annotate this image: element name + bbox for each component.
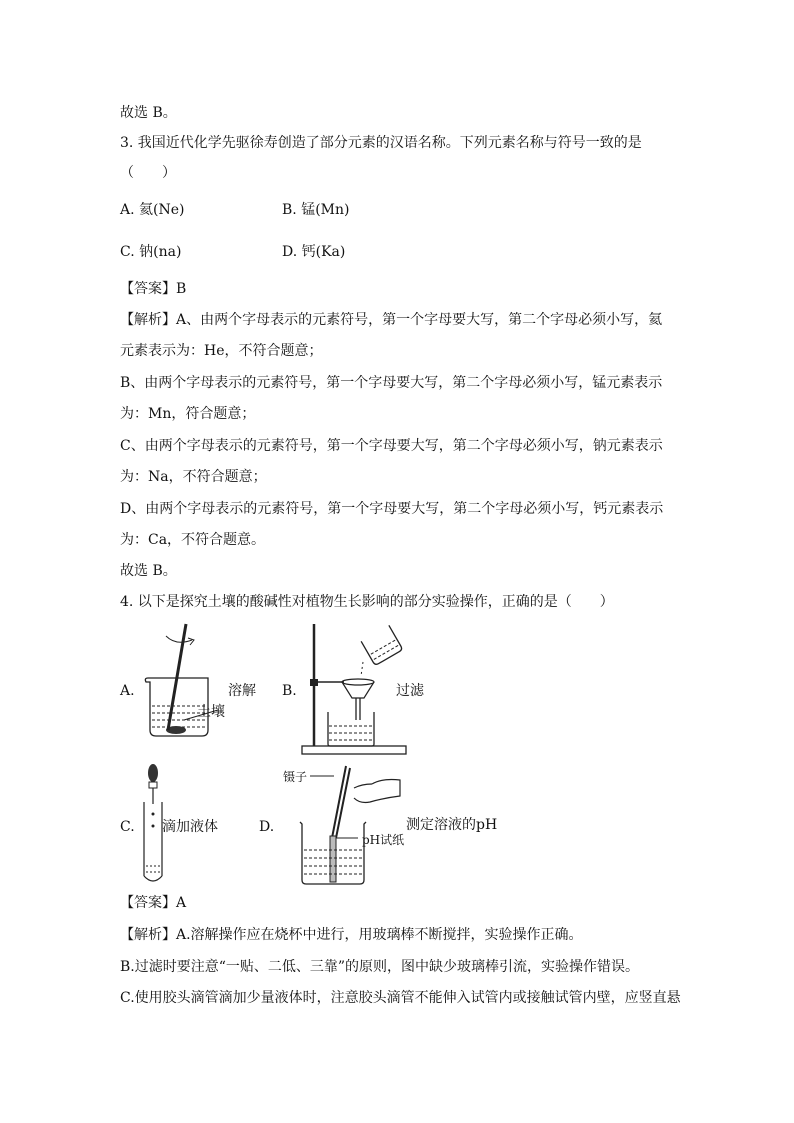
figure-c-caption: 滴加液体: [162, 819, 218, 835]
figure-c-letter: C.: [120, 819, 135, 835]
analysis-4-line: B.过滤时要注意“一贴、二低、三靠”的原则，图中缺少玻璃棒引流，实验操作错误。: [120, 959, 640, 975]
question-3-blank: （ ）: [120, 165, 176, 181]
question-4-stem: 4. 以下是探究土壤的酸碱性对植物生长影响的部分实验操作，正确的是（ ）: [120, 594, 614, 610]
option-b: B. 锰(Mn): [282, 202, 350, 218]
ph-test-figure: [296, 762, 406, 886]
figure-d-letter: D.: [259, 819, 275, 835]
analysis-3-line: 元素表示为：He，不符合题意；: [120, 343, 323, 359]
analysis-3-line: C、由两个字母表示的元素符号，第一个字母要大写，第二个字母必须小写，钠元素表示: [120, 438, 663, 454]
figure-a-caption: 溶解: [228, 683, 256, 699]
figure-a-label-soil: 土壤: [197, 704, 225, 720]
figure-d-caption: 测定溶液的pH: [406, 817, 498, 833]
analysis-3-line: 为：Mn，符合题意；: [120, 406, 256, 422]
figure-a-letter: A.: [120, 683, 135, 699]
analysis-3-line: B、由两个字母表示的元素符号，第一个字母要大写，第二个字母必须小写，锰元素表示: [120, 375, 663, 391]
analysis-3-line: 为：Na，不符合题意；: [120, 469, 267, 485]
analysis-3-line: 【解析】A、由两个字母表示的元素符号，第一个字母要大写，第二个字母必须小写，氦: [120, 312, 663, 328]
figure-d-label-tweezers: 镊子: [283, 770, 308, 784]
figure-b-caption: 过滤: [396, 683, 424, 699]
option-d: D. 钙(Ka): [282, 244, 346, 260]
text-line: 故选 B。: [120, 105, 177, 121]
question-3-stem: 3. 我国近代化学先驱徐寿创造了部分元素的汉语名称。下列元素名称与符号一致的是: [120, 135, 642, 151]
analysis-4-line: C.使用胶头滴管滴加少量液体时，注意胶头滴管不能伸入试管内或接触试管内壁，应竖直悬: [120, 990, 681, 1006]
analysis-3-line: 为：Ca，不符合题意。: [120, 532, 266, 548]
filtration-figure: [300, 620, 410, 756]
answer-3: 【答案】B: [120, 281, 187, 297]
analysis-3-line: D、由两个字母表示的元素符号，第一个字母要大写，第二个字母必须小写，钙元素表示: [120, 501, 664, 517]
analysis-4-line: 【解析】A.溶解操作应在烧杯中进行，用玻璃棒不断搅拌，实验操作正确。: [120, 927, 583, 943]
option-c: C. 钠(na): [120, 244, 182, 260]
answer-4: 【答案】A: [120, 895, 187, 911]
figure-d-label-ph-paper: pH试纸: [362, 833, 405, 847]
option-a: A. 氦(Ne): [120, 202, 185, 218]
text-line: 故选 B。: [120, 563, 177, 579]
figure-b-letter: B.: [282, 683, 297, 699]
